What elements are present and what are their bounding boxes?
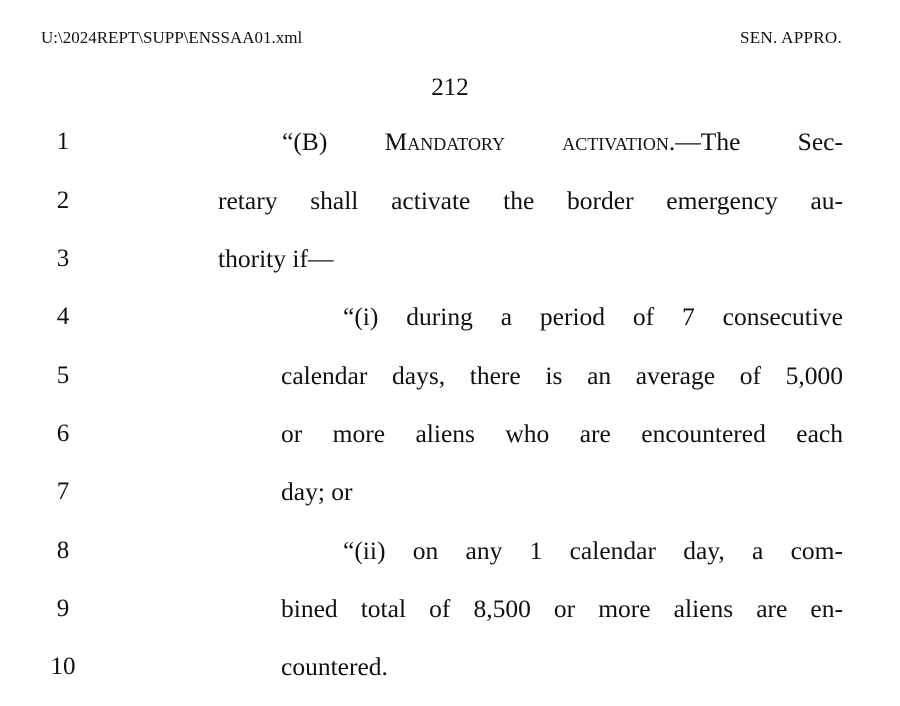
document-line <box>0 475 900 509</box>
document-line <box>0 125 900 159</box>
line-text: day; or <box>281 477 353 506</box>
line-text: “(ii) on any 1 calendar day, a com- <box>343 536 843 565</box>
document-line <box>0 300 900 334</box>
line-number: 3 <box>56 245 70 272</box>
line-number: 6 <box>56 420 70 447</box>
document-line <box>0 242 900 276</box>
line-number: 8 <box>56 537 70 564</box>
line-text <box>282 125 843 159</box>
line-text: countered. <box>281 652 388 681</box>
line-text: “(i) during a period of 7 consecutive <box>343 302 843 331</box>
document-line <box>0 592 900 626</box>
line-text: retary shall activate the border emergency au- <box>218 186 843 215</box>
subparagraph-prefix: “(B) <box>282 127 385 156</box>
line-number: 5 <box>56 362 70 389</box>
line-number: 2 <box>56 187 70 214</box>
line-text: thority if— <box>218 244 334 273</box>
committee-header: SEN. APPRO. <box>739 28 842 47</box>
line-number: 1 <box>56 128 70 155</box>
subparagraph-heading: Mandatory activation <box>384 127 669 156</box>
line-number: 4 <box>56 303 70 330</box>
document-line <box>0 184 900 218</box>
document-line <box>0 417 900 451</box>
document-line <box>0 534 900 568</box>
document-line <box>0 650 900 684</box>
line-number: 7 <box>56 478 70 505</box>
line-text: calendar days, there is an average of 5,000 <box>281 361 843 390</box>
line-text: or more aliens who are encountered each <box>281 419 843 448</box>
line-text: bined total of 8,500 or more aliens are en- <box>281 594 843 623</box>
line-number: 9 <box>56 595 70 622</box>
line-text-continuation: .—The Sec- <box>668 127 843 156</box>
line-number: 10 <box>50 653 76 680</box>
document-line <box>0 359 900 393</box>
page-number: 212 <box>431 74 469 101</box>
file-path-header: U:\2024REPT\SUPP\ENSSAA01.xml <box>41 28 303 47</box>
